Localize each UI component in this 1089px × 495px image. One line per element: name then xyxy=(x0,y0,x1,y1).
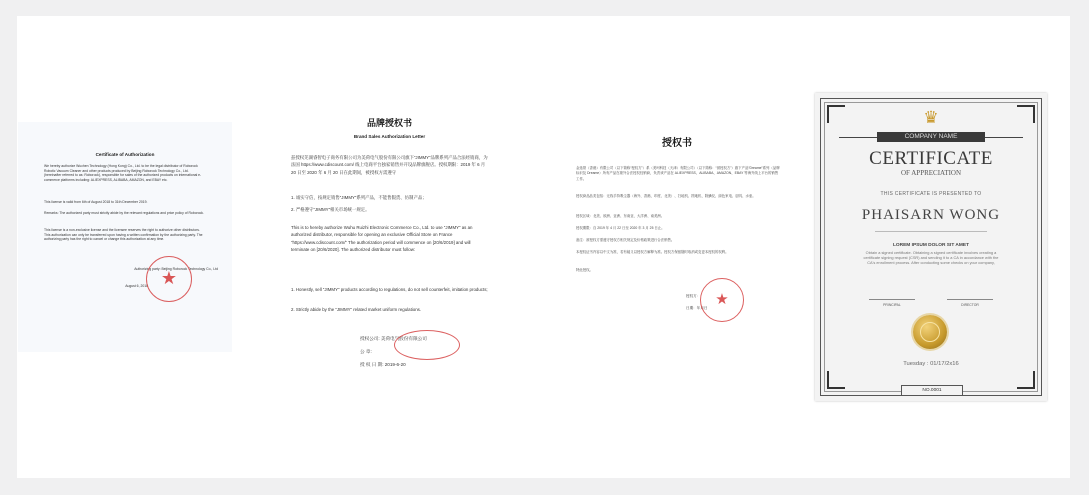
certificate-body: Obtain a signed certificate. Obtaining a signed certificate involves creating a certificate signing request (CSR) and sending it to a CA in accordance with the CA's enrollment process. After conducting some checks on your company, xyxy=(863,250,999,265)
doc2-chinese-body: 兹授权芜湖睿智电子商务有限公司为美荷电气股份有限公司旗下“JIMMY”品牌系列产品合法经销商，为法国 https://www.cdiscount.com/ 线上电商平台独家销售并开设品牌旗舰店。授权期限：2019 年 6 月 20 日至 2020 年 6 月 20 日在此期间，被授权方需遵守 xyxy=(291,155,488,175)
doc3-line: 金选领（香港）有限公司（以下简称“授权方”）系（美珂科技（天津）有限公司）（以下简称：“被授权方”）旗下产品“Dreame”系列（品牌标识及 Dreame）所有产品在境外合法授权经销商，负责该产品在 ALIEXPRESS、ALIBABA、AMAZON、EBAY 等海外线上平台的销售工作。 xyxy=(576,166,780,181)
red-seal-stamp xyxy=(394,330,460,360)
signature-line xyxy=(869,299,915,300)
doc2-english-item: 2. Strictly abide by the “JIMMY” related market uniform regulations. xyxy=(291,307,422,312)
doc3-footer-party: 授权方： xyxy=(686,294,701,298)
doc3-line: 授权期限：自 2019 年 4 月 22 日至 2020 年 3 月 25 日止。 xyxy=(576,226,665,230)
brand-authorization-letter xyxy=(282,108,497,380)
certificate-heading: LOREM IPSUM DOLOR SIT AMET xyxy=(892,243,970,248)
certificate-number: NO.0001 xyxy=(901,385,963,396)
doc1-paragraph: This license is valid from 6th of August 2018 to 31th December 2019. xyxy=(44,200,148,204)
doc2-title: 品牌授权书 xyxy=(366,118,412,128)
doc3-line: 本授权证书内容以中文为准，若有疑义以授权方解释为准。授权方保留随时取消或变更本授权的权利。 xyxy=(576,250,729,254)
red-seal-stamp: ★ xyxy=(700,278,744,322)
crown-icon: ♛ xyxy=(923,108,939,127)
doc3-line: 授权商品品类包括：无线手持吸尘器（海外、香港、印度、北美）、扫地机、擦地机、除螨仪、绿色家电、厨具、水壶。 xyxy=(576,194,756,198)
doc1-paragraph: We hereby authorize Wuchen Technology (Hong Kong) Co., Ltd. to be the legal distributor of Roborock Robotic Vacuum Cleaner and other products produced by Beijing Roborock Technology Co., Ltd. (hereinafter referred to as: Roborock), responsible for sales of the authorized products on international e-commerce platforms including: ALIEXPRESS, ALIBABA, AMAZON, and EBAY etc. xyxy=(44,164,202,182)
doc1-title: Certificate of Authorization xyxy=(95,152,155,157)
doc2-subtitle: Brand Sales Authorization Letter xyxy=(353,134,426,139)
authorization-certificate-english xyxy=(18,122,232,352)
corner-ornament xyxy=(1017,371,1035,389)
doc2-footer-seal: 公 章: xyxy=(360,349,372,354)
gold-medal-icon xyxy=(913,315,947,349)
authorization-letter-chinese xyxy=(568,118,786,340)
signature-line xyxy=(947,299,993,300)
certificate-subtitle: OF APPRECIATION xyxy=(900,169,962,177)
doc2-english-body: This is to hereby authorize Wuhu Ruizhi Electronic Commerce Co., Ltd. to use “JIMMY” as an authorized distributor, responsible for opening an exclusive Official Store on France “https://www.cdiscount.com/” The authorization period will commence on [20/6/2019] and will terminate on [20/6/2020]. The authorized distributor must follow: xyxy=(291,225,473,253)
doc3-line: 授权区域：北美、欧洲、亚洲、东南亚、大洋洲、南美洲。 xyxy=(576,214,665,218)
doc1-paragraph: Remarks: The authorized party must strictly abide by the relevant regulations and price policy of Roborock. xyxy=(44,211,204,215)
doc1-date: August 6, 2018 xyxy=(125,284,148,288)
doc3-footer-date: 日期：年月日 xyxy=(686,306,708,310)
certificate-of-appreciation xyxy=(815,93,1047,401)
doc2-chinese-item: 2. 严格遵守“JIMMY”相关市场统一规定。 xyxy=(291,207,370,212)
doc1-authorizing-party: Authorizing party: Beijing Roborock Technology Co., Ltd xyxy=(134,267,218,271)
doc2-footer-company: 授权公司: 美荷电气股份有限公司 xyxy=(360,336,427,341)
principal-label: PRINCIPAL xyxy=(883,303,901,307)
doc2-english-item: 1. Honestly, sell “JIMMY” products according to regulations, do not sell counterfeit, imitation products; xyxy=(291,287,488,292)
doc1-paragraph: This license is a non-exclusive license and the licensee reserves the right to authorize other distributors. This authorization can only be transferred upon having a written confirmation by the authorizing party. The authorizing party has the right to cancel or change this authorization at any time. xyxy=(44,228,203,242)
doc3-line: 特此授权。 xyxy=(576,268,593,272)
doc2-footer-date: 授 权 日 期: 2019-6-20 xyxy=(360,362,406,367)
doc3-title: 授权书 xyxy=(662,138,692,149)
recipient-name: PHAISARN WONG xyxy=(861,207,1001,223)
certificate-title: CERTIFICATE xyxy=(869,148,993,169)
corner-ornament xyxy=(827,371,845,389)
certificate-date: Tuesday : 01/17/2x16 xyxy=(903,361,959,367)
director-label: DIRECTOR xyxy=(961,303,979,307)
doc3-line: 备注：被授权方需遵守授权方相关规定及价格政策进行合法销售。 xyxy=(576,238,675,242)
presented-to-label: THIS CERTIFICATE IS PRESENTED TO xyxy=(880,191,982,197)
red-seal-stamp: ★ xyxy=(146,256,192,302)
company-name-ribbon: COMPANY NAME xyxy=(877,132,985,142)
doc2-chinese-item: 1. 诚实守信，按规定销售“JIMMY”系列产品，不能售假货、仿制产品； xyxy=(291,195,427,200)
